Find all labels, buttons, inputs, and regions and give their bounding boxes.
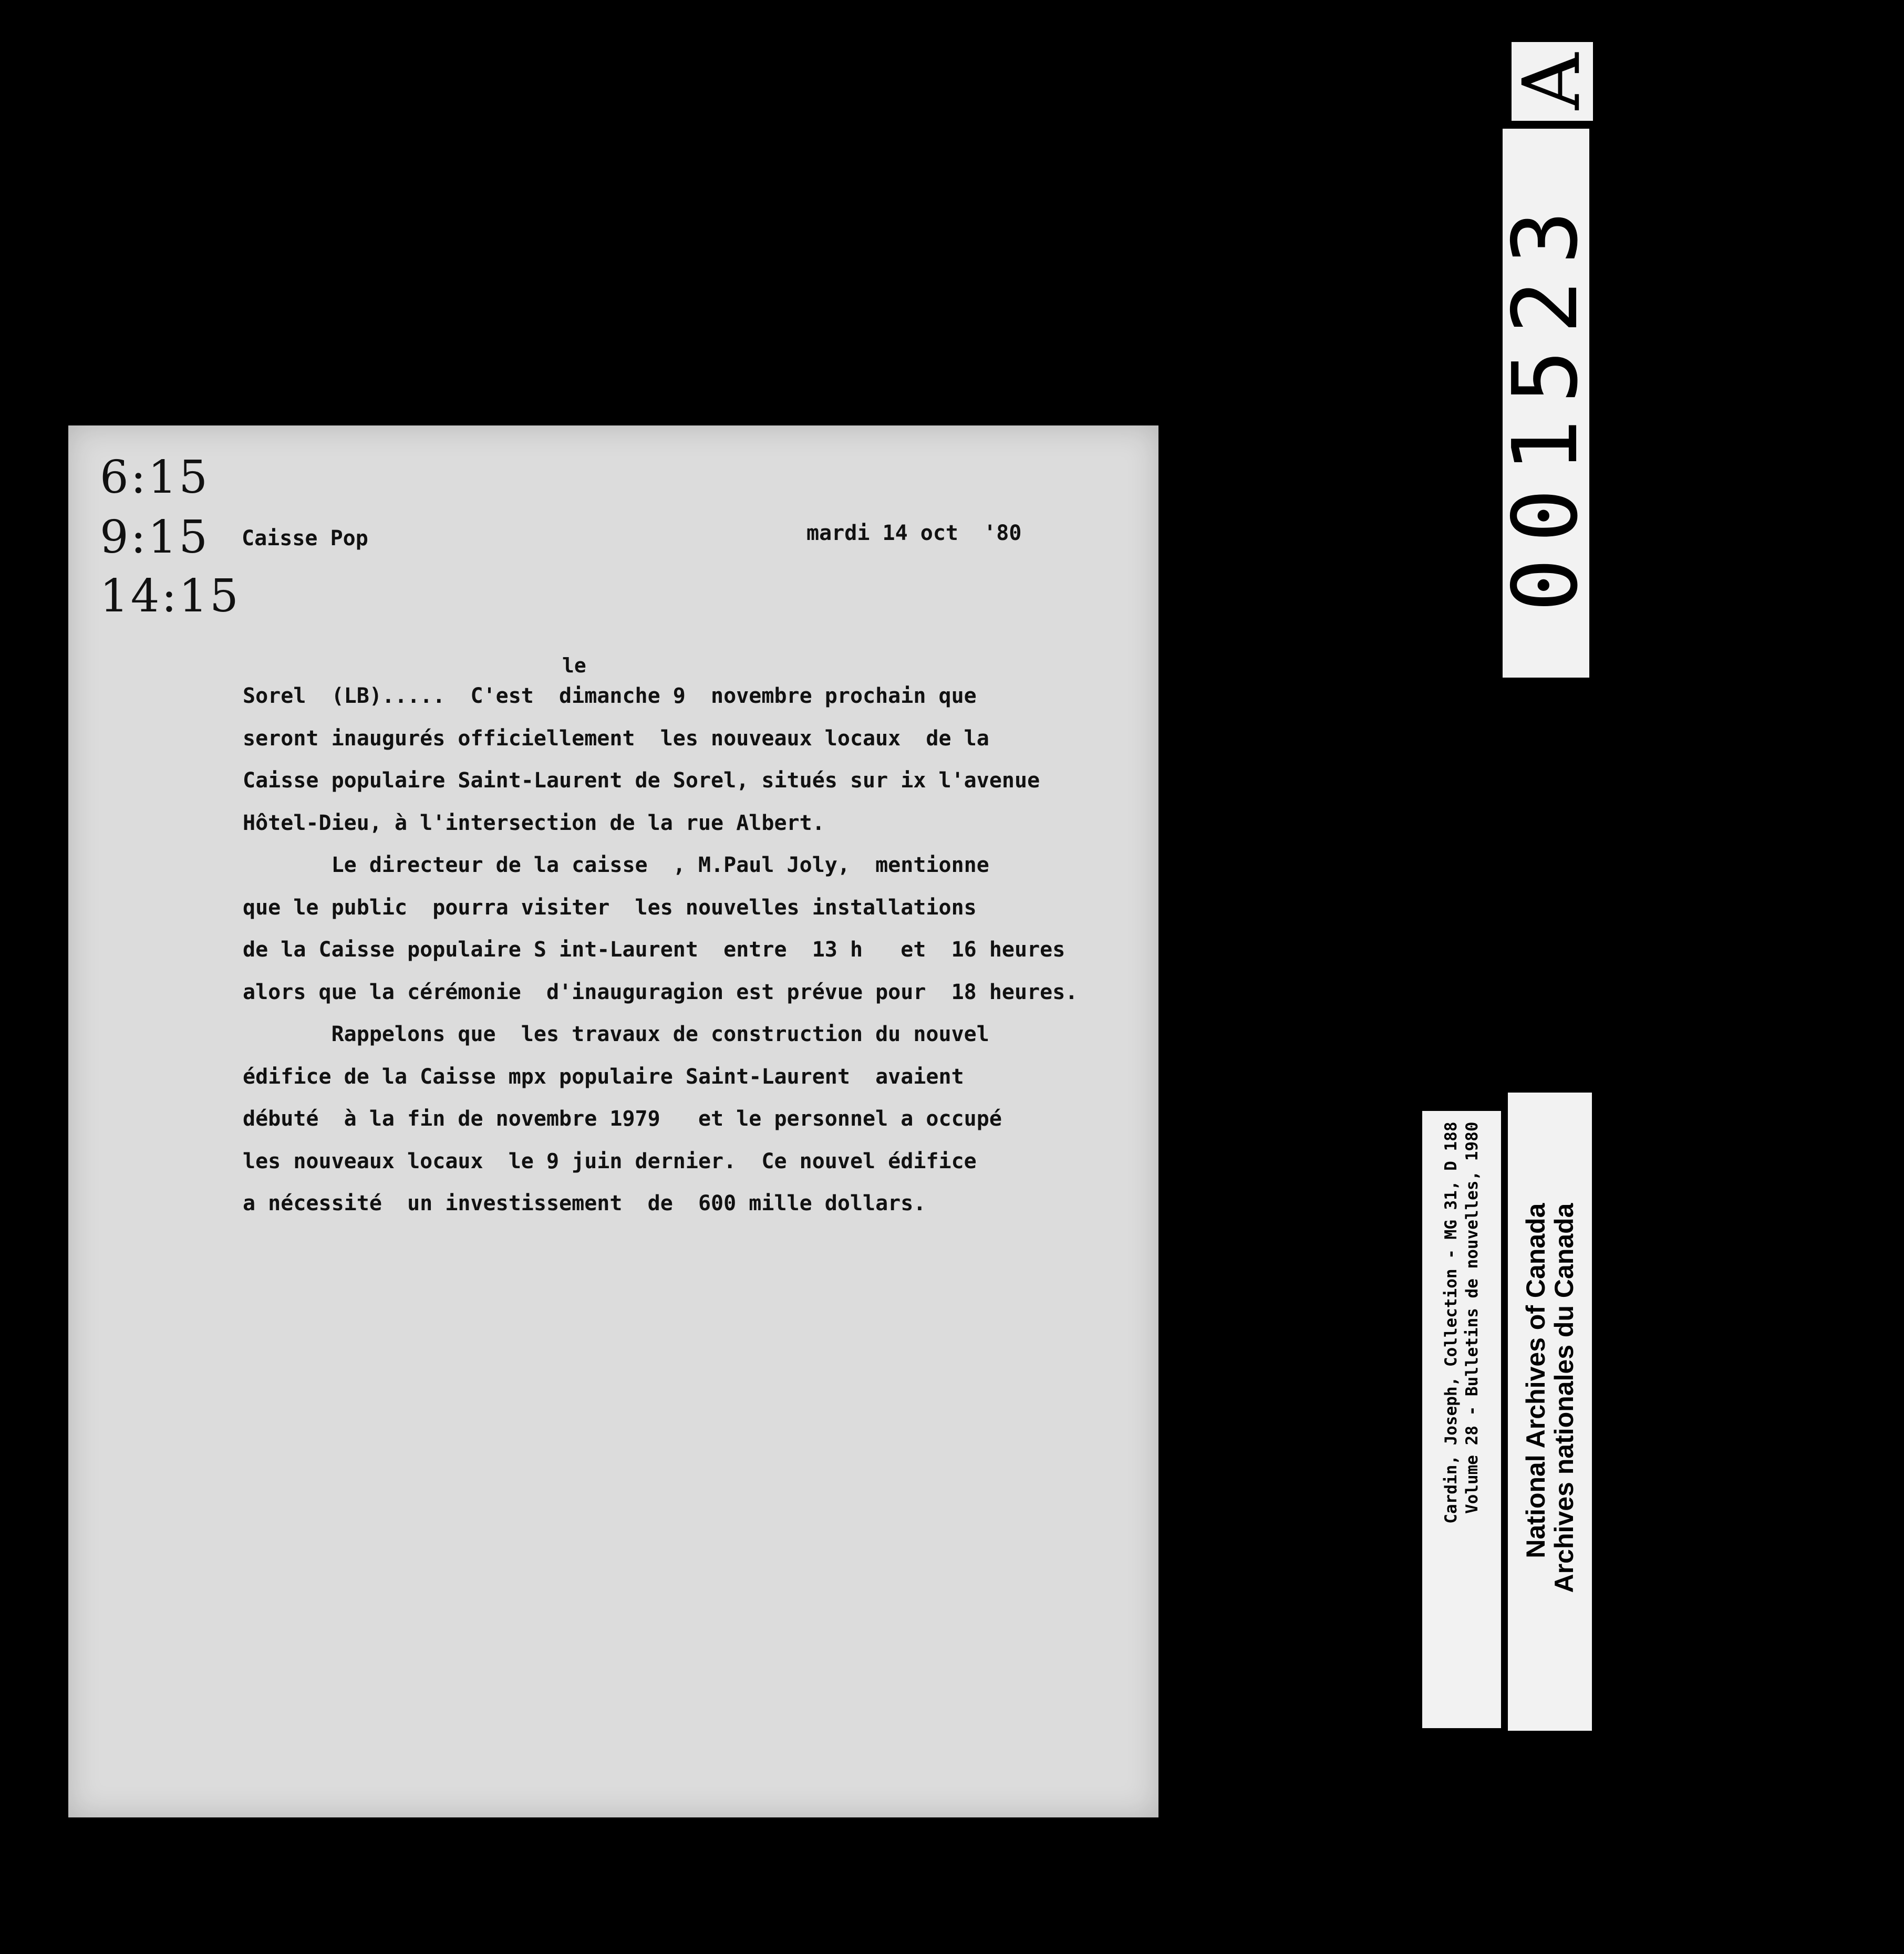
handwritten-insertion: le <box>562 654 586 677</box>
body-line: Le directeur de la caisse , M.Paul Joly, mentionne <box>243 853 989 877</box>
body-line: de la Caisse populaire S int-Laurent entre 13 h et 16 heures <box>243 938 1065 962</box>
document-body <box>243 675 1078 1225</box>
collection-line-1: Cardin, Joseph, Collection - MG 31, D 188 <box>1442 1121 1461 1524</box>
body-line: que le public pourra visiter les nouvelles installations <box>243 895 977 920</box>
handwritten-time-3: 14:15 <box>100 570 241 622</box>
body-line: édifice de la Caisse mpx populaire Saint-Laurent avaient <box>243 1064 964 1089</box>
microfilm-frame-letter <box>1506 42 1598 121</box>
archives-line-2: Archives nationales du Canada <box>1549 1203 1579 1593</box>
document-date: mardi 14 oct '80 <box>806 521 1022 545</box>
body-line: Rappelons que les travaux de construction du nouvel <box>243 1022 989 1046</box>
archives-line-1: National Archives of Canada <box>1521 1203 1550 1558</box>
handwritten-time-1: 6:15 <box>100 451 210 504</box>
body-line: seront inaugurés officiellement les nouveaux locaux de la <box>243 726 989 751</box>
handwritten-time-2: 9:15 <box>100 511 210 564</box>
body-line: débuté à la fin de novembre 1979 et le personnel a occupé <box>243 1107 1002 1131</box>
body-line: Hôtel-Dieu, à l'intersection de la rue Albert. <box>243 810 825 835</box>
collection-reference-card <box>1422 1111 1501 1728</box>
microfilm-frame-number <box>1494 129 1598 678</box>
frame-number-text: 001523 <box>1494 194 1598 612</box>
archives-label-card <box>1508 1093 1592 1731</box>
body-line: a nécessité un investissement de 600 mille dollars. <box>243 1191 926 1215</box>
body-line: Sorel (LB)..... C'est dimanche 9 novembre prochain que <box>243 684 977 708</box>
body-line: les nouveaux locaux le 9 juin dernier. Ce nouvel édifice <box>243 1149 977 1173</box>
collection-line-2: Volume 28 - Bulletins de nouvelles, 1980 <box>1463 1121 1482 1514</box>
frame-letter-text: A <box>1506 53 1598 110</box>
document-slug: Caisse Pop <box>242 526 368 550</box>
body-line: alors que la cérémonie d'inauguragion est prévue pour 18 heures. <box>243 980 1078 1004</box>
body-line: Caisse populaire Saint-Laurent de Sorel, situés sur ix l'avenue <box>243 768 1040 793</box>
